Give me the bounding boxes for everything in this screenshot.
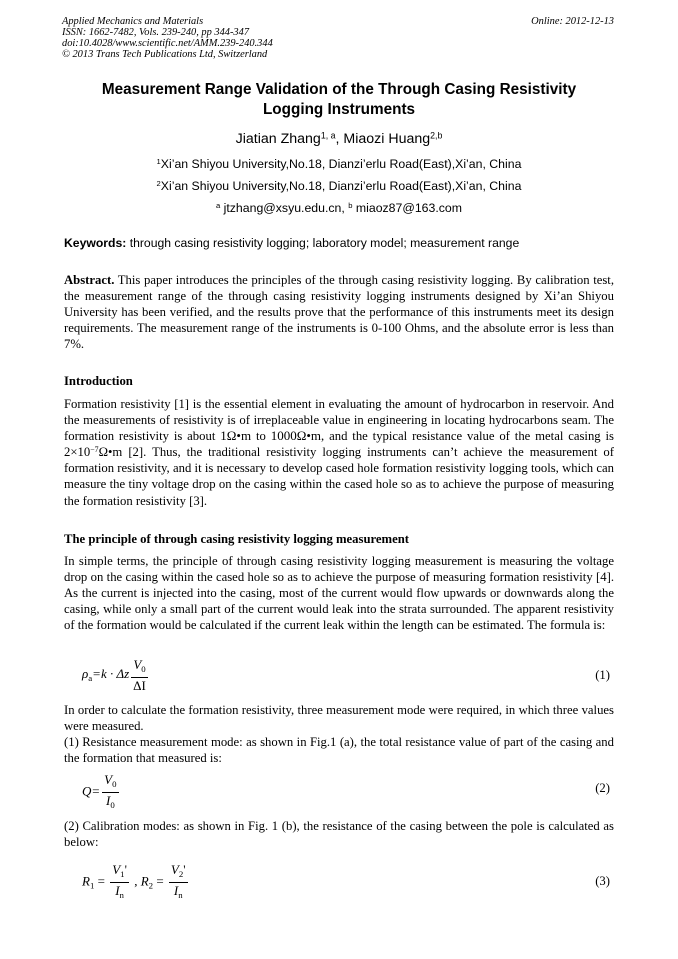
equation-3-number: (3) [595, 874, 610, 888]
affiliation-1: $^1$Xi’an Shiyou University,No.18, Dianzi’erlu Road(East),Xi’an, China [156, 157, 522, 171]
author-1: Jiatian Zhang [235, 131, 321, 147]
online-date: Online: 2012-12-13 [531, 16, 614, 27]
resistivity-low: 1Ω•m [220, 428, 252, 444]
paper-title-line-2: Logging Instruments [262, 101, 416, 118]
keywords-label: Keywords: [64, 236, 127, 250]
resistivity-high: 1000Ω•m [270, 428, 322, 444]
author-2-affil: 2,b [430, 130, 443, 141]
journal-name: Applied Mechanics and Materials [62, 16, 204, 27]
principle-paragraph-3: (1) Resistance measurement mode: as shown in Fig.1 (a), the total resistance value of part of the casing and the formation that measured is: [64, 735, 614, 766]
copyright-line: © 2013 Trans Tech Publications Ltd, Switzerland [62, 49, 268, 60]
casing-resistivity: $2\times 10^{-7}\Omega•m$ [64, 445, 123, 460]
keywords [64, 236, 519, 250]
abstract-label: Abstract. [64, 273, 115, 287]
authors [0, 131, 678, 147]
abstract-text: This paper introduces the principles of the through casing resistivity logging. By calibration test, the measurement range of the through casing resistivity logging instruments designed by Xi’an Shiyou University has been verified, and the results prove that the performance of this instruments meet its design requirements. The measurement range of the instruments is 0-100 Ohms, and the absolute error is less than 7%. [64, 273, 614, 352]
doi-line: doi:10.4028/www.scientific.net/AMM.239-240.344 [62, 38, 273, 49]
author-1-affil: 1, a [320, 130, 336, 141]
author-separator: , [335, 131, 344, 147]
section-heading-principle: The principle of through casing resistivity logging measurement [64, 532, 410, 546]
email-b: miaoz87@163.com [352, 201, 463, 215]
author-2: Miaozi Huang [343, 131, 431, 147]
principle-paragraph-4: (2) Calibration modes: as shown in Fig. 1 (b), the resistance of the casing between the pole is calculated as below: [64, 819, 614, 850]
keywords-text: through casing resistivity logging; laboratory model; measurement range [126, 236, 520, 250]
section-heading-introduction: Introduction [64, 374, 133, 388]
equation-2: Q= $\frac{V_0}{I_0}$ [82, 772, 117, 811]
author-emails: $^a$ jtzhang@xsyu.edu.cn, $^b$ miaoz87@163.com [215, 201, 463, 215]
introduction-paragraph: Formation resistivity [1] is the essential element in evaluating the amount of hydrocarbon in reservoir. And the measurements of resistivity is of irreplaceable value in engineering in locating hydrocarbons seam. The formation resistivity is about 1Ω•m to 1000Ω•m, and the typical resistance value of the metal casing is $2\times 10^{-7}\Omega•m$ [2]. Thus, the traditional resistivity logging instruments can’t achieve the measurement of formation resistivity, and it is necessary to develop cased hole formation resistivity logging tools, which can measure the tiny voltage drop on the casing within the cased hole so as to achieve the purpose of measuring the formation resistivity [3]. [64, 397, 614, 508]
equation-2-number: (2) [595, 781, 610, 795]
issn-line: ISSN: 1662-7482, Vols. 239-240, pp 344-347 [62, 27, 250, 38]
equation-3: $R_1$ = $\frac{V_1'}{I_n}$ , $R_2$ = $\frac{V_2'}{I_n}$ [82, 862, 186, 901]
equation-1-number: (1) [595, 668, 610, 682]
equation-1: $\rho_a=k \cdot \Delta z$ $\frac{V_0}{\Delta I}$ [82, 657, 146, 694]
principle-paragraph-2: In order to calculate the formation resistivity, three measurement mode were required, in which three values were measured. [64, 703, 614, 734]
paper-title-line-1: Measurement Range Validation of the Through Casing Resistivity [101, 81, 577, 98]
email-a: jtzhang@xsyu.edu.cn, [220, 201, 349, 215]
principle-paragraph-1: In simple terms, the principle of through casing resistivity logging measurement is measuring the voltage drop on the casing within the cased hole so as to achieve the purpose of measuring formation resistivity [4]. As the current is injected into the casing, most of the current would flow upwards or downwards along the casing, while only a small part of the current would leak into the strata surrounded. The apparent resistivity of the formation would be calculated if the current leak within the length can be estimated. The formula is: [64, 554, 614, 633]
affiliation-2: $^2$Xi’an Shiyou University,No.18, Dianzi’erlu Road(East),Xi’an, China [156, 179, 522, 193]
abstract [64, 272, 614, 352]
